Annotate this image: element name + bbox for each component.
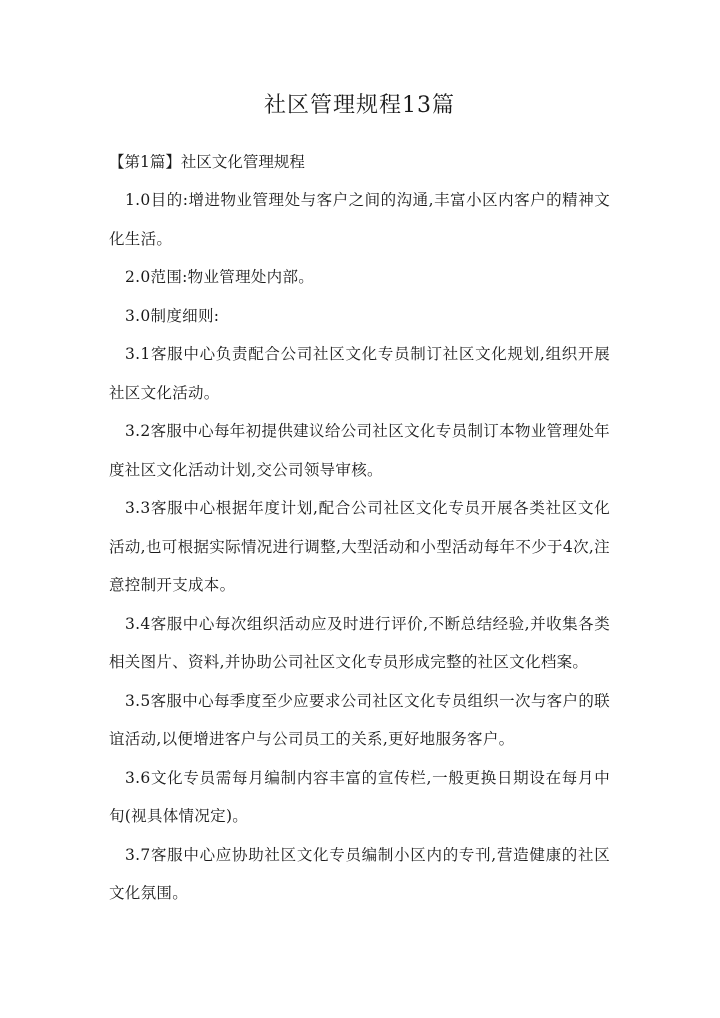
paragraph-rule-3-1: 3.1客服中心负责配合公司社区文化专员制订社区文化规划,组织开展社区文化活动。: [109, 345, 610, 402]
section-heading: 【第1篇】社区文化管理规程: [109, 153, 305, 171]
paragraph-rules-heading: 3.0制度细则:: [125, 306, 220, 325]
document-title: 社区管理规程13篇: [264, 93, 455, 118]
paragraph-scope: 2.0范围:物业管理处内部。: [125, 268, 315, 286]
paragraph-rule-3-6: 3.6文化专员需每月编制内容丰富的宣传栏,一般更换日期设在每月中旬(视具体情况定)。: [109, 768, 610, 825]
paragraph-rule-3-7: 3.7客服中心应协助社区文化专员编制小区内的专刊,营造健康的社区文化氛围。: [109, 845, 610, 902]
paragraph-rule-3-2: 3.2客服中心每年初提供建议给公司社区文化专员制订本物业管理处年度社区文化活动计划,交公司领导审核。: [109, 422, 610, 479]
paragraph-rule-3-5: 3.5客服中心每季度至少应要求公司社区文化专员组织一次与客户的联谊活动,以便增进客户与公司员工的关系,更好地服务客户。: [109, 691, 610, 748]
paragraph-rule-3-3: 3.3客服中心根据年度计划,配合公司社区文化专员开展各类社区文化活动,也可根据实际情况进行调整,大型活动和小型活动每年不少于4次,注意控制开支成本。: [109, 499, 610, 594]
paragraph-rule-3-4: 3.4客服中心每次组织活动应及时进行评价,不断总结经验,并收集各类相关图片、资料,并协助公司社区文化专员形成完整的社区文化档案。: [109, 614, 610, 671]
paragraph-purpose: 1.0目的:增进物业管理处与客户之间的沟通,丰富小区内客户的精神文化生活。: [109, 191, 610, 248]
